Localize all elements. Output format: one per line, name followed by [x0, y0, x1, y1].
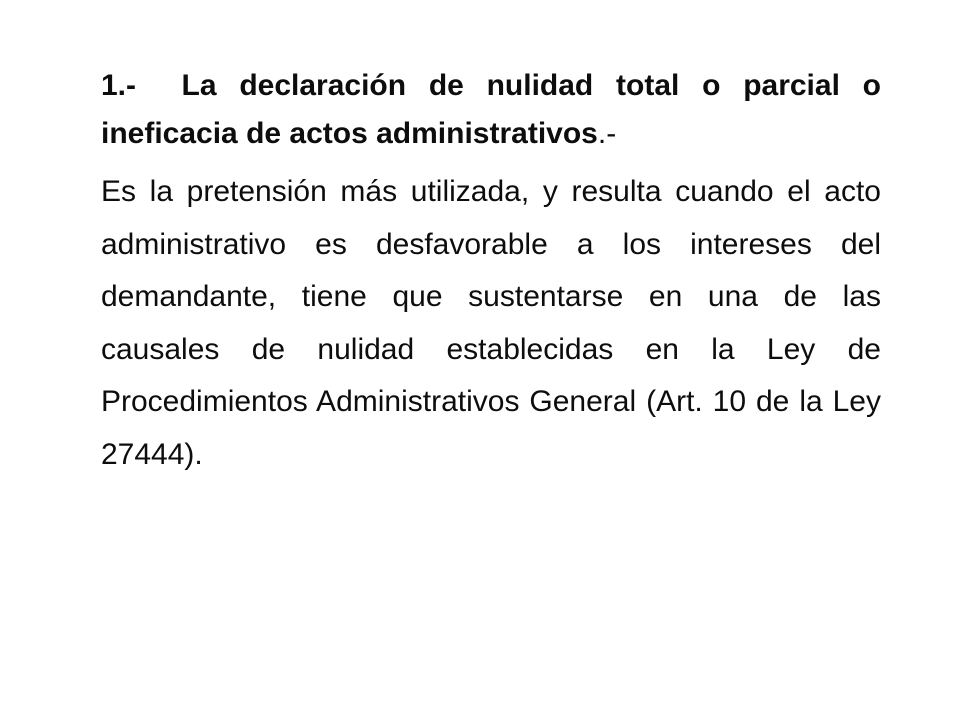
body-paragraph: Es la pretensión más utilizada, y resulta cuando el acto administrativo es desfavorable a los intereses del demandante, tiene que sustentarse en una de las causales de nulidad establecidas en la Ley de Procedimientos Administrativos General (Art. 10 de la Ley 27444).	[101, 175, 881, 471]
heading-trailing: .-	[597, 117, 617, 150]
slide-heading	[101, 62, 881, 158]
heading-number: 1.-	[101, 69, 137, 102]
slide-content	[101, 62, 881, 481]
heading-title: La declaración de nulidad total o parcial o ineficacia de actos administrativos	[101, 69, 881, 150]
